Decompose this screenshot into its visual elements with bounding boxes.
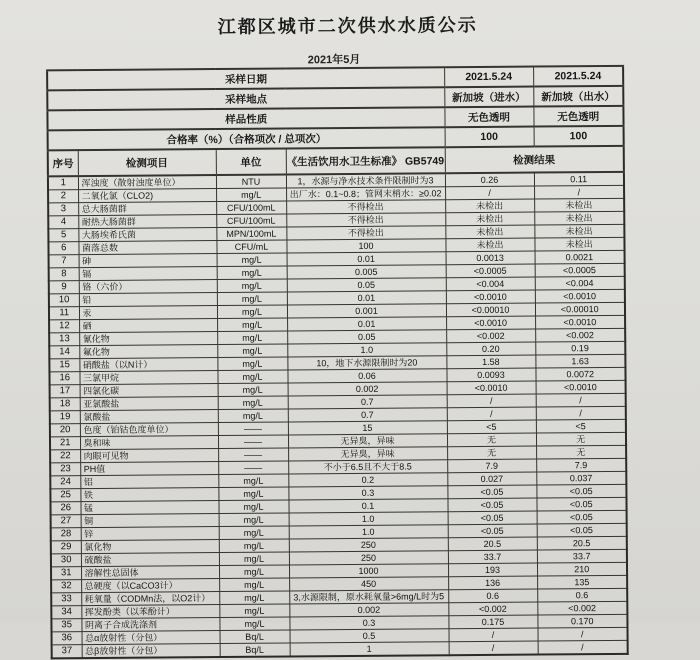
unit-cell: ——: [218, 448, 288, 462]
unit-cell: mg/L: [219, 604, 289, 618]
inlet-result-cell: 1.58: [446, 355, 535, 369]
outlet-value: 新加坡（出水）: [533, 86, 623, 107]
item-name-cell: 汞: [79, 306, 217, 320]
standard-cell: 15: [288, 421, 447, 435]
row-index-cell: 11: [49, 307, 79, 320]
unit-cell: mg/L: [217, 331, 287, 345]
row-index-cell: 28: [51, 528, 81, 541]
summary-label: 采样日期: [47, 67, 444, 90]
page-title: 江都区城市二次供水水质公示: [217, 14, 478, 38]
unit-cell: CFU/mL: [216, 240, 286, 254]
unit-cell: mg/L: [219, 539, 289, 553]
inlet-result-cell: 无: [447, 446, 536, 460]
water-quality-table: [46, 65, 629, 660]
item-name-cell: 铝: [80, 475, 218, 489]
row-index-cell: 5: [48, 229, 78, 242]
standard-cell: 0.05: [287, 330, 446, 344]
standard-cell: 无异臭，异味: [288, 447, 447, 461]
standard-cell: 不小于6.5且不大于8.5: [288, 460, 447, 474]
inlet-result-cell: <0.0005: [446, 264, 535, 278]
item-name-cell: 铅: [79, 293, 217, 307]
inlet-result-cell: 0.175: [448, 615, 537, 629]
inlet-value: 100: [445, 127, 534, 148]
outlet-result-cell: 135: [537, 575, 627, 589]
item-name-cell: 二氧化氯（CLO2): [78, 189, 216, 203]
item-name-cell: 耗氧量（CODMn法，以O2计）: [81, 592, 219, 606]
inlet-result-cell: <0.002: [446, 329, 535, 343]
item-name-cell: 铬（六价）: [79, 280, 217, 294]
row-index-cell: 25: [50, 489, 80, 502]
item-name-cell: 阴离子合成洗涤剂: [81, 618, 219, 632]
inlet-result-cell: 0.027: [447, 472, 536, 486]
standard-cell: 0.01: [287, 317, 446, 331]
data-rows-section: [48, 172, 628, 659]
row-index-cell: 23: [50, 463, 80, 476]
outlet-result-cell: 0.0021: [535, 250, 625, 264]
inlet-result-cell: <0.00010: [446, 303, 535, 317]
item-name-cell: 硒: [79, 319, 217, 333]
item-name-cell: 铜: [81, 514, 219, 528]
standard-cell: 1.0: [289, 525, 448, 539]
inlet-result-cell: <0.05: [447, 485, 536, 499]
standard-cell: 0.3: [289, 616, 448, 630]
unit-cell: mg/L: [218, 487, 288, 501]
summary-label: 样品性质: [47, 107, 444, 130]
outlet-result-cell: /: [534, 185, 624, 199]
unit-cell: mg/L: [216, 188, 286, 202]
inlet-result-cell: /: [445, 186, 534, 200]
row-index-cell: 14: [49, 346, 79, 359]
standard-cell: 1.0: [287, 343, 446, 357]
standard-cell: 100: [286, 239, 445, 253]
outlet-result-cell: 0.170: [537, 614, 627, 628]
standard-cell: 0.01: [287, 291, 446, 305]
unit-cell: mg/L: [218, 409, 288, 423]
unit-cell: NTU: [216, 174, 286, 188]
inlet-result-cell: <0.05: [447, 498, 536, 512]
outlet-result-cell: 0.037: [536, 471, 626, 485]
outlet-result-cell: <0.0010: [535, 289, 625, 303]
unit-cell: mg/L: [217, 357, 287, 371]
inlet-result-cell: 未检出: [445, 199, 534, 213]
item-name-cell: 亚氯酸盐: [80, 397, 218, 411]
item-name-cell: 挥发酚类（以苯酚计）: [81, 605, 219, 619]
outlet-result-cell: 20.5: [537, 536, 627, 550]
item-name-cell: 锰: [80, 501, 218, 515]
outlet-result-cell: /: [536, 393, 626, 407]
inlet-result-cell: 0.20: [446, 342, 535, 356]
inlet-result-cell: <0.0010: [447, 381, 536, 395]
row-index-cell: 31: [51, 567, 81, 580]
item-name-cell: 总硬度（以CaCO3计）: [81, 579, 219, 593]
row-index-cell: 18: [50, 398, 80, 411]
row-index-cell: 37: [52, 645, 82, 659]
outlet-result-cell: 0.6: [537, 588, 627, 602]
unit-cell: mg/L: [219, 617, 289, 631]
item-name-cell: 臭和味: [80, 436, 218, 450]
item-name-cell: 硫酸盐: [81, 553, 219, 567]
unit-cell: Bq/L: [220, 630, 290, 644]
outlet-result-cell: 0.19: [535, 341, 625, 355]
row-index-cell: 36: [52, 632, 82, 645]
outlet-result-cell: 未检出: [534, 211, 624, 225]
item-name-cell: 锌: [81, 527, 219, 541]
standard-cell: 0.3: [288, 486, 447, 500]
outlet-result-cell: <0.0010: [535, 315, 625, 329]
item-name-cell: 菌落总数: [78, 241, 216, 255]
col-header-item: 检测项目: [78, 149, 216, 176]
row-index-cell: 19: [50, 411, 80, 424]
item-name-cell: 铁: [80, 488, 218, 502]
unit-cell: mg/L: [217, 253, 287, 267]
item-name-cell: 砷: [79, 254, 217, 268]
unit-cell: mg/L: [219, 552, 289, 566]
outlet-result-cell: /: [536, 406, 626, 420]
inlet-value: 无色透明: [444, 107, 533, 128]
summary-label: 采样地点: [47, 87, 444, 110]
unit-cell: mg/L: [219, 526, 289, 540]
inlet-result-cell: /: [449, 641, 538, 655]
row-index-cell: 1: [48, 176, 78, 190]
item-name-cell: 大肠埃希氏菌: [78, 228, 216, 242]
outlet-result-cell: <0.004: [535, 276, 625, 290]
outlet-result-cell: 1.63: [535, 354, 625, 368]
outlet-result-cell: 0.0072: [535, 367, 625, 381]
inlet-result-cell: 0.0093: [446, 368, 535, 382]
inlet-result-cell: /: [448, 628, 537, 642]
outlet-result-cell: <0.00010: [535, 302, 625, 316]
inlet-result-cell: 136: [448, 576, 537, 590]
col-header-index: 序号: [48, 150, 78, 176]
item-name-cell: 氰化物: [79, 332, 217, 346]
standard-cell: 450: [289, 577, 448, 591]
col-header-results: 检测结果: [445, 146, 624, 173]
row-index-cell: 35: [51, 619, 81, 632]
inlet-result-cell: 未检出: [445, 212, 534, 226]
row-index-cell: 16: [49, 372, 79, 385]
outlet-result-cell: /: [537, 627, 627, 641]
row-index-cell: 6: [48, 242, 78, 255]
inlet-result-cell: <0.05: [448, 511, 537, 525]
row-index-cell: 34: [51, 606, 81, 619]
standard-cell: 250: [289, 538, 448, 552]
standard-cell: 10，地下水源限制时为20: [287, 356, 446, 370]
unit-cell: mg/L: [218, 396, 288, 410]
unit-cell: mg/L: [218, 500, 288, 514]
row-index-cell: 17: [50, 385, 80, 398]
row-index-cell: 32: [51, 580, 81, 593]
unit-cell: MPN/100mL: [216, 227, 286, 241]
outlet-result-cell: 未检出: [534, 198, 624, 212]
unit-cell: mg/L: [218, 383, 288, 397]
row-index-cell: 7: [49, 255, 79, 268]
item-name-cell: 总β放射性（分包）: [82, 644, 220, 659]
standard-cell: 3,水源限制，原水耗氧量>6mg/L时为5: [289, 590, 448, 604]
standard-cell: 0.05: [287, 278, 446, 292]
inlet-result-cell: /: [447, 407, 536, 421]
row-index-cell: 20: [50, 424, 80, 437]
row-index-cell: 13: [49, 333, 79, 346]
inlet-result-cell: 0.0013: [446, 251, 535, 265]
outlet-result-cell: 未检出: [534, 237, 624, 251]
unit-cell: mg/L: [219, 565, 289, 579]
unit-cell: ——: [218, 461, 288, 475]
inlet-result-cell: 未检出: [445, 225, 534, 239]
summary-label: 合格率（%）（合格项次 / 总项次）: [48, 127, 445, 150]
inlet-result-cell: 未检出: [445, 238, 534, 252]
unit-cell: mg/L: [217, 344, 287, 358]
inlet-result-cell: 0.26: [445, 173, 534, 187]
unit-cell: mg/L: [219, 513, 289, 527]
unit-cell: mg/L: [218, 474, 288, 488]
item-name-cell: 氯酸盐: [80, 410, 218, 424]
outlet-result-cell: <5: [536, 419, 626, 433]
outlet-result-cell: 无: [536, 432, 626, 446]
row-index-cell: 26: [50, 502, 80, 515]
inlet-result-cell: <0.05: [448, 524, 537, 538]
col-header-standard: 《生活饮用水卫生标准》 GB5749: [286, 147, 445, 174]
outlet-result-cell: <0.05: [537, 523, 627, 537]
standard-cell: 1.0: [289, 512, 448, 526]
standard-cell: 不得检出: [286, 226, 445, 240]
unit-cell: mg/L: [217, 292, 287, 306]
inlet-result-cell: 193: [448, 563, 537, 577]
inlet-result-cell: /: [447, 394, 536, 408]
outlet-value: 100: [534, 126, 624, 147]
outlet-value: 2021.5.24: [533, 66, 623, 87]
row-index-cell: 9: [49, 281, 79, 294]
item-name-cell: 总大肠菌群: [78, 202, 216, 216]
item-name-cell: 浑浊度（散射浊度单位）: [78, 175, 216, 190]
inlet-result-cell: 33.7: [448, 550, 537, 564]
row-index-cell: 3: [48, 203, 78, 216]
standard-cell: 0.1: [288, 499, 447, 513]
unit-cell: mg/L: [217, 305, 287, 319]
row-index-cell: 8: [49, 268, 79, 281]
outlet-result-cell: <0.05: [536, 497, 626, 511]
unit-cell: CFU/100mL: [216, 201, 286, 215]
standard-cell: 0.2: [288, 473, 447, 487]
standard-cell: 0.5: [289, 629, 448, 643]
unit-cell: mg/L: [217, 266, 287, 280]
page-subtitle: 2021年5月: [307, 53, 361, 67]
standard-cell: 0.001: [287, 304, 446, 318]
inlet-result-cell: 7.9: [447, 459, 536, 473]
unit-cell: ——: [218, 435, 288, 449]
outlet-result-cell: 210: [537, 562, 627, 576]
row-index-cell: 21: [50, 437, 80, 450]
unit-cell: mg/L: [217, 318, 287, 332]
outlet-result-cell: <0.05: [537, 510, 627, 524]
unit-cell: mg/L: [219, 578, 289, 592]
inlet-result-cell: 无: [447, 433, 536, 447]
inlet-result-cell: <0.004: [446, 277, 535, 291]
row-index-cell: 4: [48, 216, 78, 229]
outlet-result-cell: 未检出: [534, 224, 624, 238]
outlet-result-cell: <0.002: [535, 328, 625, 342]
item-name-cell: 三氯甲烷: [79, 371, 217, 385]
inlet-result-cell: 0.6: [448, 589, 537, 603]
inlet-result-cell: <0.002: [448, 602, 537, 616]
outlet-result-cell: 无: [536, 445, 626, 459]
item-name-cell: 肉眼可见物: [80, 449, 218, 463]
row-index-cell: 33: [51, 593, 81, 606]
inlet-value: 新加坡（进水）: [444, 87, 533, 108]
item-name-cell: 色度（铂钴色度单位）: [80, 423, 218, 437]
item-name-cell: 镉: [79, 267, 217, 281]
standard-cell: 1000: [289, 564, 448, 578]
standard-cell: 1: [290, 642, 449, 657]
outlet-result-cell: <0.05: [536, 484, 626, 498]
item-name-cell: 氟化物: [79, 345, 217, 359]
inlet-result-cell: 20.5: [448, 537, 537, 551]
item-name-cell: 溶解性总固体: [81, 566, 219, 580]
item-name-cell: 硝酸盐（以N计）: [79, 358, 217, 372]
outlet-value: 无色透明: [533, 106, 623, 127]
inlet-result-cell: <0.0010: [446, 290, 535, 304]
unit-cell: Bq/L: [220, 643, 290, 657]
unit-cell: ——: [218, 422, 288, 436]
row-index-cell: 12: [49, 320, 79, 333]
unit-cell: CFU/100mL: [216, 214, 286, 228]
item-name-cell: PH值: [80, 462, 218, 476]
standard-cell: 250: [289, 551, 448, 565]
row-index-cell: 2: [48, 190, 78, 203]
standard-cell: 0.005: [287, 265, 446, 279]
item-name-cell: 氯化物: [81, 540, 219, 554]
outlet-result-cell: <0.002: [537, 601, 627, 615]
row-index-cell: 15: [49, 359, 79, 372]
item-name-cell: 四氯化碳: [80, 384, 218, 398]
standard-cell: 出厂水：0.1~0.8；管网末梢水：≥0.02: [286, 187, 445, 201]
unit-cell: mg/L: [217, 370, 287, 384]
outlet-result-cell: 7.9: [536, 458, 626, 472]
standard-cell: 不得检出: [286, 213, 445, 227]
row-index-cell: 22: [50, 450, 80, 463]
row-index-cell: 24: [50, 476, 80, 489]
standard-cell: 0.06: [287, 369, 446, 383]
outlet-result-cell: <0.0005: [535, 263, 625, 277]
outlet-result-cell: /: [538, 640, 628, 654]
inlet-result-cell: <0.0010: [446, 316, 535, 330]
standard-cell: 0.7: [288, 408, 447, 422]
row-index-cell: 29: [51, 541, 81, 554]
inlet-value: 2021.5.24: [444, 67, 533, 88]
inlet-result-cell: <5: [447, 420, 536, 434]
standard-cell: 无异臭，异味: [288, 434, 447, 448]
standard-cell: 0.002: [289, 603, 448, 617]
unit-cell: mg/L: [219, 591, 289, 605]
summary-section: [47, 66, 624, 177]
standard-cell: 不得检出: [286, 200, 445, 214]
row-index-cell: 27: [51, 515, 81, 528]
outlet-result-cell: <0.0010: [536, 380, 626, 394]
outlet-result-cell: 0.11: [534, 172, 624, 186]
row-index-cell: 30: [51, 554, 81, 567]
unit-cell: mg/L: [217, 279, 287, 293]
row-index-cell: 10: [49, 294, 79, 307]
item-name-cell: 耐热大肠菌群: [78, 215, 216, 229]
item-name-cell: 总α放射性（分包）: [82, 631, 220, 645]
standard-cell: 0.01: [287, 252, 446, 266]
standard-cell: 0.002: [288, 382, 447, 396]
standard-cell: 1，水源与净水技术条件限制时为3: [286, 173, 445, 188]
standard-cell: 0.7: [288, 395, 447, 409]
col-header-unit: 单位: [216, 148, 286, 175]
outlet-result-cell: 33.7: [537, 549, 627, 563]
